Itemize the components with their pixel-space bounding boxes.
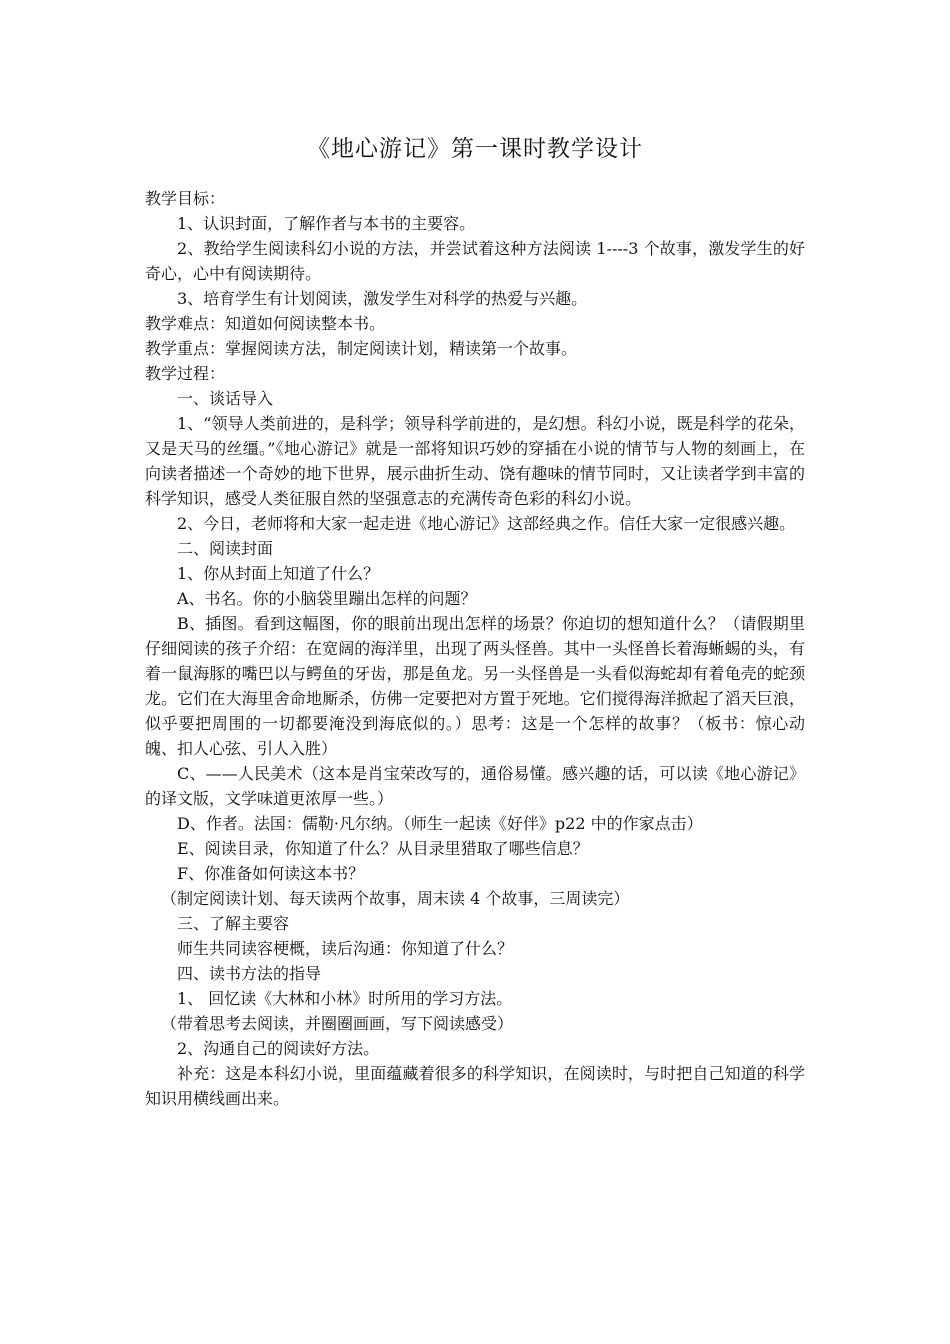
paragraph: 3、培育学生有计划阅读，激发学生对科学的热爱与兴趣。 (177, 289, 588, 308)
paragraph: 1、你从封面上知道了什么？ (177, 564, 380, 583)
paragraph: C、——人民美术（这本是肖宝荣改写的，通俗易懂。感兴趣的话，可以读《地心游记》的译文版，文学味道更浓厚一些。） (145, 764, 805, 808)
paragraph: （制定阅读计划、每天读两个故事，周末读 4 个故事，三周读完） (161, 889, 630, 908)
paragraph: A、书名。你的小脑袋里蹦出怎样的问题？ (177, 589, 477, 608)
paragraph: （带着思考去阅读，并圈圈画画，写下阅读感受） (161, 1014, 514, 1033)
paragraph: 2、今日，老师将和大家一起走进《地心游记》这部经典之作。信任大家一定很感兴趣。 (177, 514, 796, 533)
paragraph: E、阅读目录，你知道了什么？从目录里猎取了哪些信息？ (177, 839, 589, 858)
paragraph: 一、谈话导入 (177, 389, 274, 408)
paragraph: 教学重点：掌握阅读方法，制定阅读计划，精读第一个故事。 (145, 339, 578, 358)
paragraph: 补充：这是本科幻小说，里面蕴藏着很多的科学知识，在阅读时，与时把自己知道的科学知识用横线画出来。 (145, 1064, 805, 1108)
paragraph: 三、了解主要容 (177, 914, 290, 933)
paragraph: 教学过程： (145, 364, 226, 383)
paragraph: 1、 回忆读《大林和小林》时所用的学习方法。 (177, 989, 513, 1008)
document-body (145, 186, 805, 1111)
paragraph: F、你准备如何读这本书？ (177, 864, 365, 883)
paragraph: 2、沟通自己的阅读好方法。 (177, 1039, 380, 1058)
paragraph: 二、阅读封面 (177, 539, 274, 558)
paragraph: 四、读书方法的指导 (177, 964, 322, 983)
paragraph: 1、认识封面，了解作者与本书的主要容。 (177, 214, 476, 233)
document-title: 《地心游记》第一课时教学设计 (307, 136, 643, 162)
paragraph: D、作者。法国：儒勒·凡尔纳。（师生一起读《好伴》p22 中的作家点击） (177, 814, 703, 833)
paragraph: 师生共同读容梗概，读后沟通：你知道了什么？ (177, 939, 514, 958)
paragraph: B、插图。看到这幅图，你的眼前出现出怎样的场景？你迫切的想知道什么？（请假期里仔细阅读的孩子介绍：在宽阔的海洋里，出现了两头怪兽。其中一头怪兽长着海蜥蜴的头，有着一鼠海豚的嘴巴以与鳄鱼的牙齿，那是鱼龙。另一头怪兽是一头看似海蛇却有着龟壳的蛇颈龙。它们在大海里舍命地厮杀，仿佛一定要把对方置于死地。它们搅得海洋掀起了滔天巨浪，似乎要把周围的一切都要淹没到海底似的。）思考：这是一个怎样的故事？（板书：惊心动魄、扣人心弦、引人入胜） (145, 614, 805, 758)
paragraph: 教学目标： (145, 189, 226, 208)
paragraph: 2、教给学生阅读科幻小说的方法，并尝试着这种方法阅读 1----3 个故事，激发学生的好奇心，心中有阅读期待。 (145, 239, 805, 283)
paragraph: 1、“领导人类前进的，是科学；领导科学前进的，是幻想。科幻小说，既是科学的花朵，又是天马的丝缰。”《地心游记》就是一部将知识巧妙的穿插在小说的情节与人物的刻画上，在向读者描述一个奇妙的地下世界，展示曲折生动、饶有趣味的情节同时，又让读者学到丰富的科学知识，感受人类征服自然的坚强意志的充满传奇色彩的科幻小说。 (145, 414, 805, 508)
paragraph: 教学难点：知道如何阅读整本书。 (145, 314, 386, 333)
